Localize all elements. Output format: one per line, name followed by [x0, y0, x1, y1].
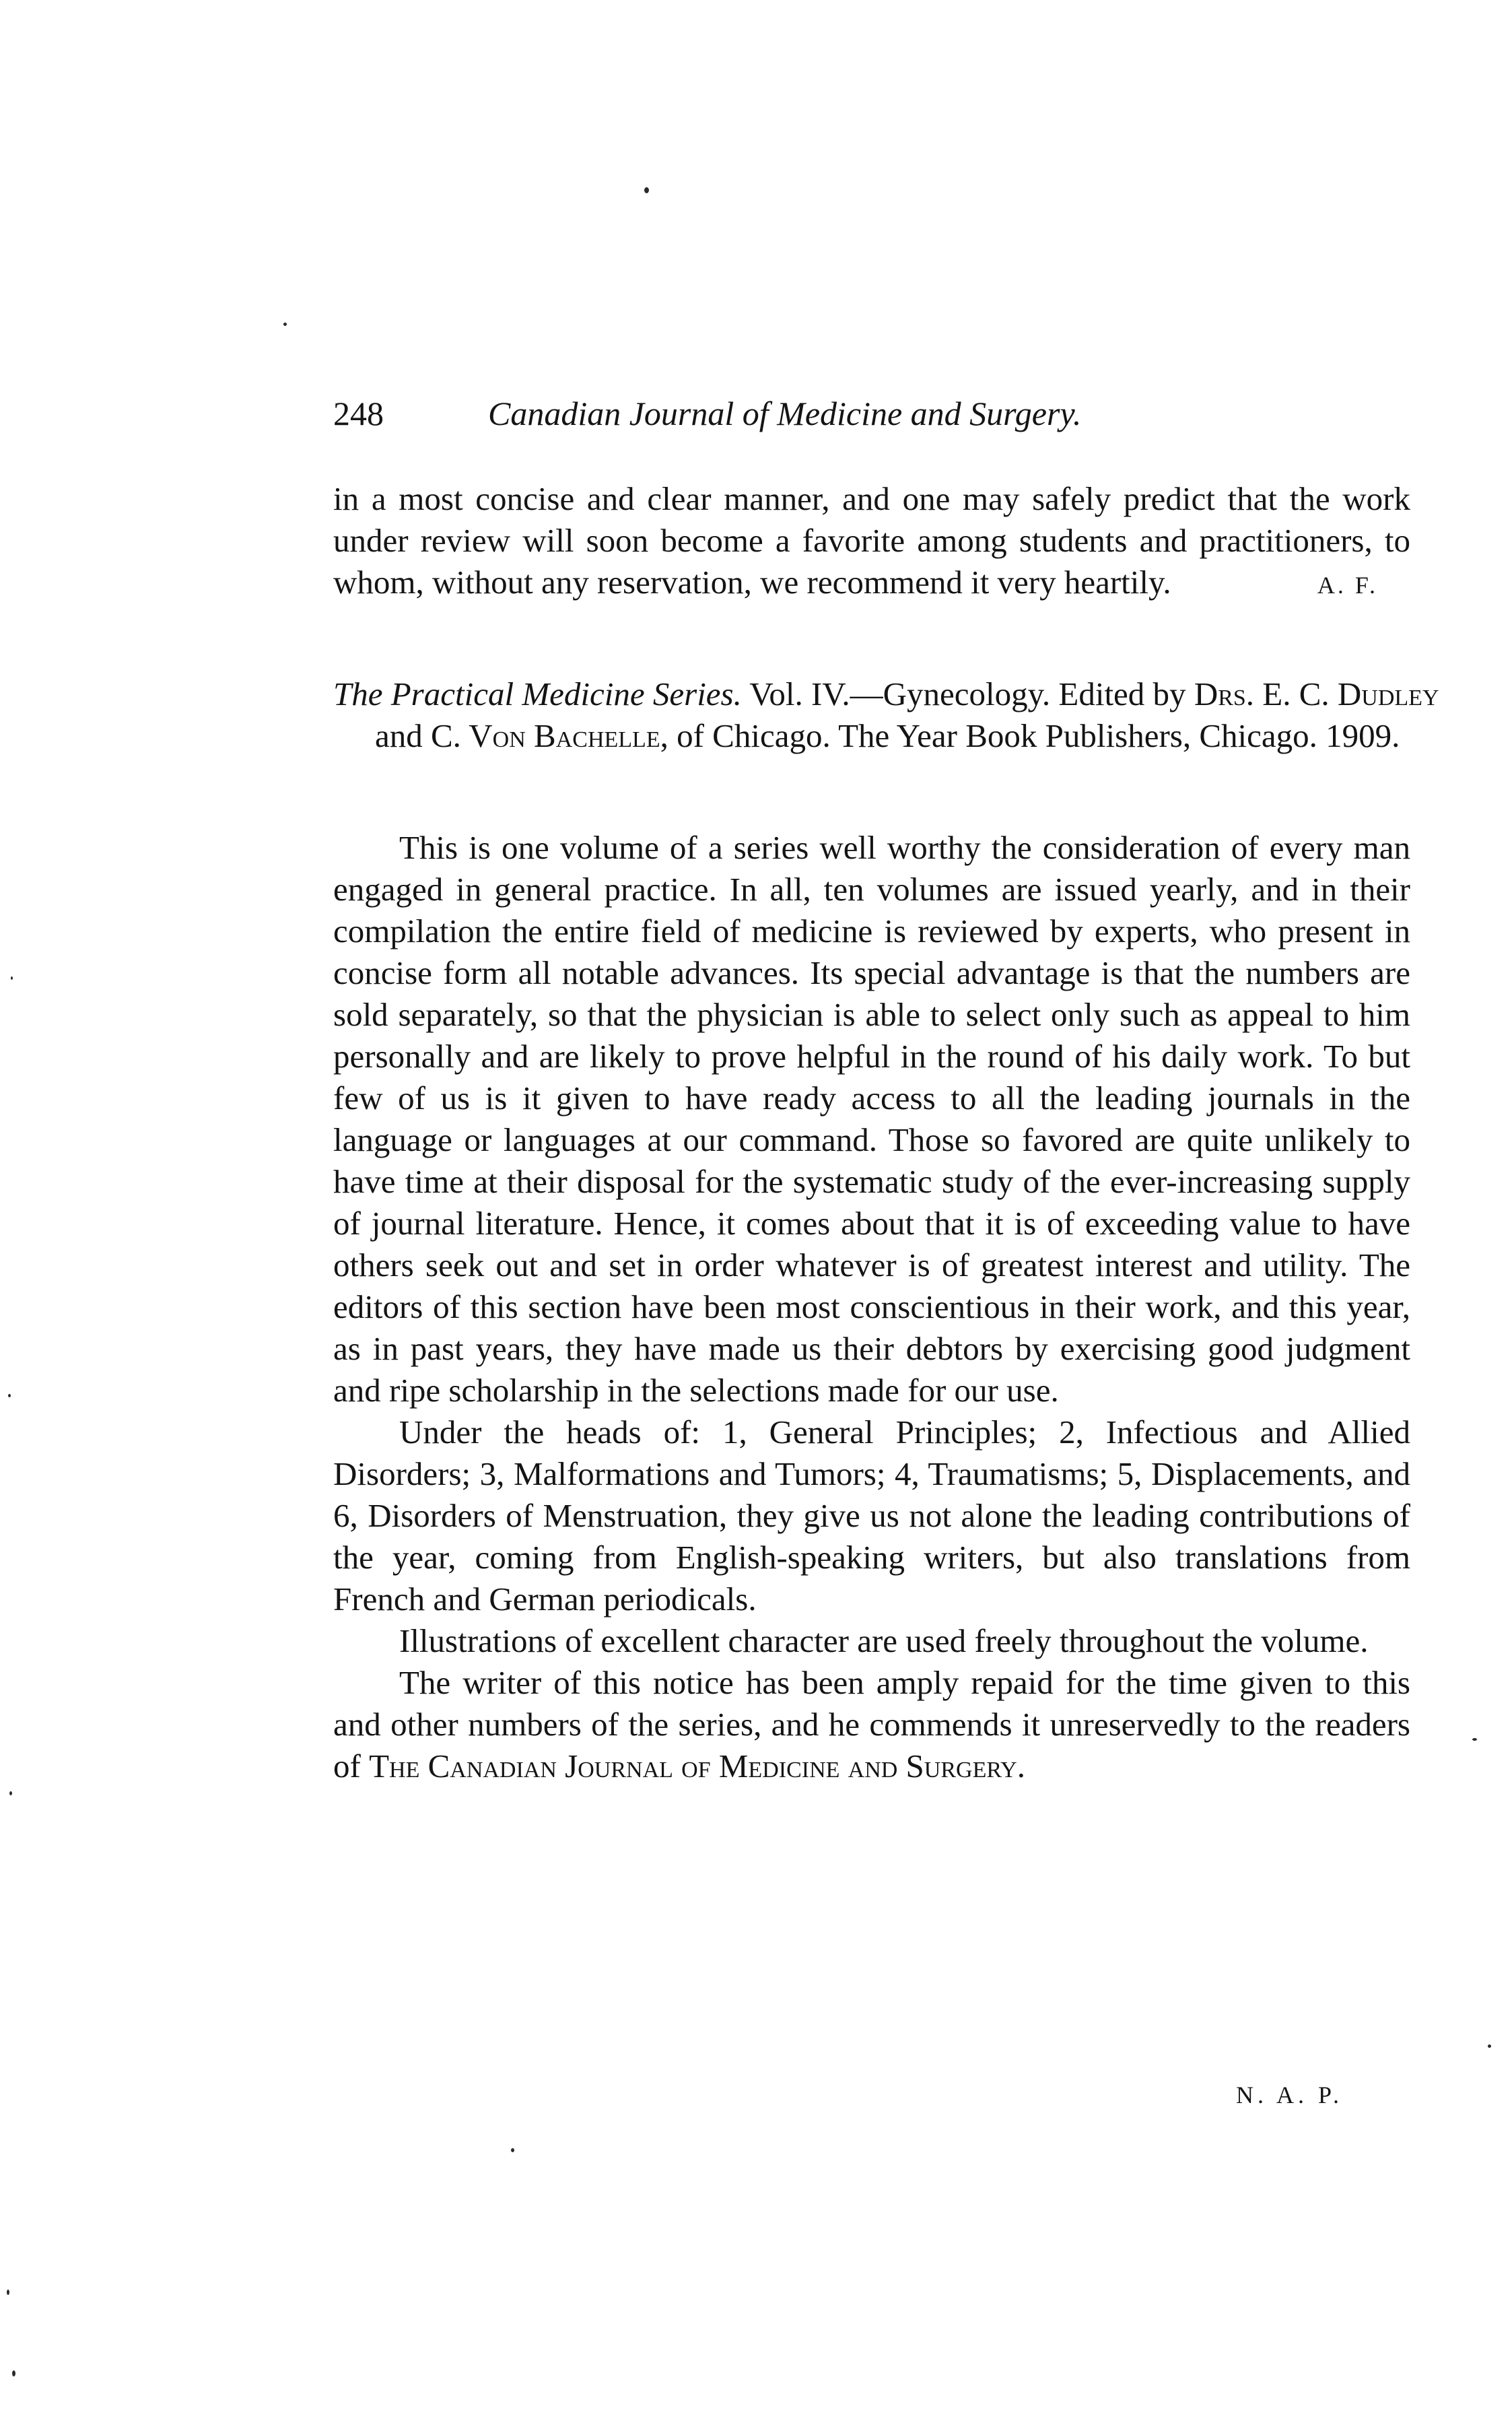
review-paragraph-last — [333, 1662, 1410, 1787]
scan-speck — [511, 2148, 514, 2152]
citation-publisher: of Chicago. The Year Book Publishers, Chicago. 1909. — [677, 717, 1400, 754]
review-paragraph: Illustrations of excellent character are used freely throughout the volume. — [399, 1622, 1369, 1659]
scan-speck — [644, 187, 649, 193]
journal-name: The Canadian Journal of Medicine and Surgery. — [369, 1747, 1025, 1785]
last-paragraph-text: The writer of this notice has been amply repaid for the time given to this and other numbers of the series, and he commends it unreservedly to the readers of — [333, 1664, 1410, 1785]
citation-volume: Vol. IV.—Gynecology. Edited by — [749, 675, 1186, 712]
scan-speck — [7, 2290, 9, 2295]
citation-drs: Drs. — [1194, 675, 1255, 712]
citation-and: and — [375, 717, 423, 754]
book-citation — [333, 673, 1452, 757]
editor-name-2: C. Von Bachelle, — [431, 717, 668, 754]
review-signature: N. A. P. — [1235, 2082, 1343, 2108]
running-header — [333, 392, 1410, 435]
scan-speck — [8, 1394, 11, 1397]
page-number: 248 — [333, 395, 384, 432]
previous-review-ending — [333, 478, 1410, 606]
scan-speck — [1472, 1738, 1477, 1741]
journal-title: Canadian Journal of Medicine and Surgery. — [488, 395, 1082, 432]
editor-name-1: E. C. Dudley — [1262, 675, 1439, 712]
review-paragraph: Under the heads of: 1, General Principles; 2, Infectious and Allied Disorders; 3, Malformations and Tumors; 4, Traumatisms; 5, Displacements, and 6, Disorders of Menstruation, they give us not alone the leading contributions of the year, coming from English-speaking writers, but also translations from French and German periodicals. — [333, 1413, 1410, 1618]
scan-speck — [12, 2370, 15, 2376]
scan-speck — [11, 976, 13, 980]
previous-review-text: in a most concise and clear manner, and one may safely predict that the work under review will soon become a favorite among students and practitioners, to whom, without any reservation, we recommend it very heartily. — [333, 480, 1410, 601]
scan-speck — [1488, 2044, 1491, 2048]
scan-speck — [9, 1791, 12, 1795]
previous-review-signature: A. F. — [1317, 572, 1378, 599]
scan-speck — [283, 323, 287, 326]
review-body — [333, 827, 1410, 1787]
review-paragraph: This is one volume of a series well worthy the consideration of every man engaged in general practice. In all, ten volumes are issued yearly, and in their compilation the entire field of medicine is reviewed by experts, who present in concise form all notable advances. Its special advantage is that the numbers are sold separately, so that the physician is able to select only such as appeal to him personally and are likely to prove helpful in the round of his daily work. To but few of us is it given to have ready access to all the leading journals in the language or languages at our command. Those so favored are quite unlikely to have time at their disposal for the systematic study of the ever-increasing supply of journal literature. Hence, it comes about that it is of exceeding value to have others seek out and set in order whatever is of greatest interest and utility. The editors of this section have been most conscientious in their work, and this year, as in past years, they have made us their debtors by exercising good judgment and ripe scholarship in the selections made for our use. — [333, 829, 1410, 1409]
book-title: The Practical Medicine Series. — [333, 675, 742, 712]
